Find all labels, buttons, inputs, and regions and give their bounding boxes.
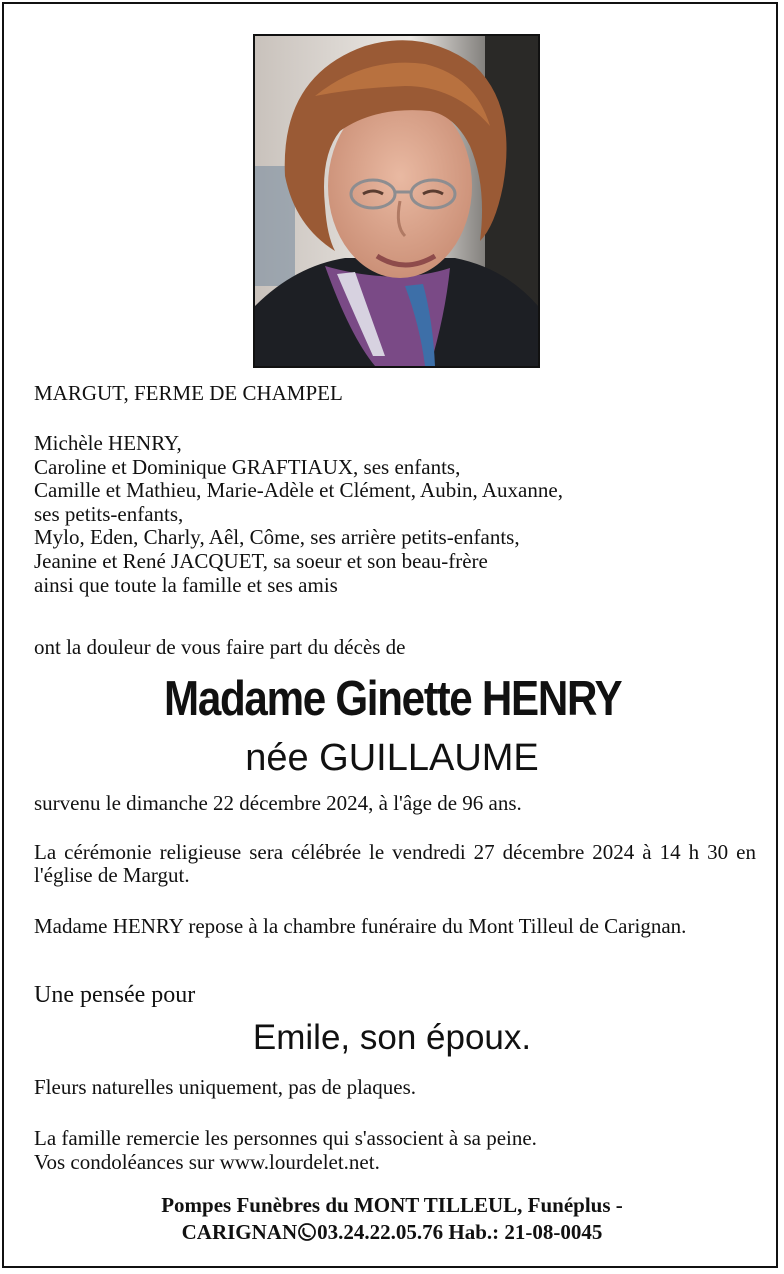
thought-intro: Une pensée pour xyxy=(34,982,196,1008)
death-date: survenu le dimanche 22 décembre 2024, à l'âge de 96 ans. xyxy=(34,791,522,815)
family-line: ainsi que toute la famille et ses amis xyxy=(34,572,338,597)
thought-name: Emile, son époux. xyxy=(252,1018,532,1057)
family-list xyxy=(34,432,754,597)
footer-line-1: Pompes Funèbres du MONT TILLEUL, Funéplus - xyxy=(161,1193,623,1217)
portrait-photo xyxy=(253,34,540,368)
thanks-block xyxy=(34,1126,537,1174)
announcement-intro: ont la douleur de vous faire part du décès de xyxy=(34,635,406,659)
maiden-name: née GUILLAUME xyxy=(245,737,539,779)
footer-city: CARIGNAN xyxy=(181,1220,298,1244)
ceremony-details: La cérémonie religieuse sera célébrée le vendredi 27 décembre 2024 à 14 h 30 en l'église de Margut. xyxy=(34,840,756,887)
portrait-illustration xyxy=(255,36,538,366)
location-line: MARGUT, FERME DE CHAMPEL xyxy=(34,381,343,405)
footer-line-2 xyxy=(4,1219,780,1246)
thanks-line: La famille remercie les personnes qui s'associent à sa peine. xyxy=(34,1126,537,1150)
deceased-name: Madame Ginette HENRY xyxy=(164,672,622,726)
condolences-line: Vos condoléances sur www.lourdelet.net. xyxy=(34,1150,380,1174)
flowers-note: Fleurs naturelles uniquement, pas de plaques. xyxy=(34,1075,416,1099)
family-line: Caroline et Dominique GRAFTIAUX, ses enfants, xyxy=(34,454,461,479)
phone-icon xyxy=(297,1222,317,1242)
family-line: Michèle HENRY, xyxy=(34,431,182,455)
family-line: Camille et Mathieu, Marie-Adèle et Clément, Aubin, Auxanne, xyxy=(34,478,563,503)
family-line: Mylo, Eden, Charly, Aêl, Côme, ses arrière petits-enfants, xyxy=(34,525,520,550)
family-line: ses petits-enfants, xyxy=(34,501,184,526)
family-line: Jeanine et René JACQUET, sa soeur et son beau-frère xyxy=(34,548,488,573)
obituary-notice xyxy=(2,2,778,1268)
funeral-director-footer xyxy=(4,1192,780,1246)
footer-phone: 03.24.22.05.76 Hab.: 21-08-0045 xyxy=(317,1220,603,1244)
funeral-home-details: Madame HENRY repose à la chambre funéraire du Mont Tilleul de Carignan. xyxy=(34,914,687,938)
